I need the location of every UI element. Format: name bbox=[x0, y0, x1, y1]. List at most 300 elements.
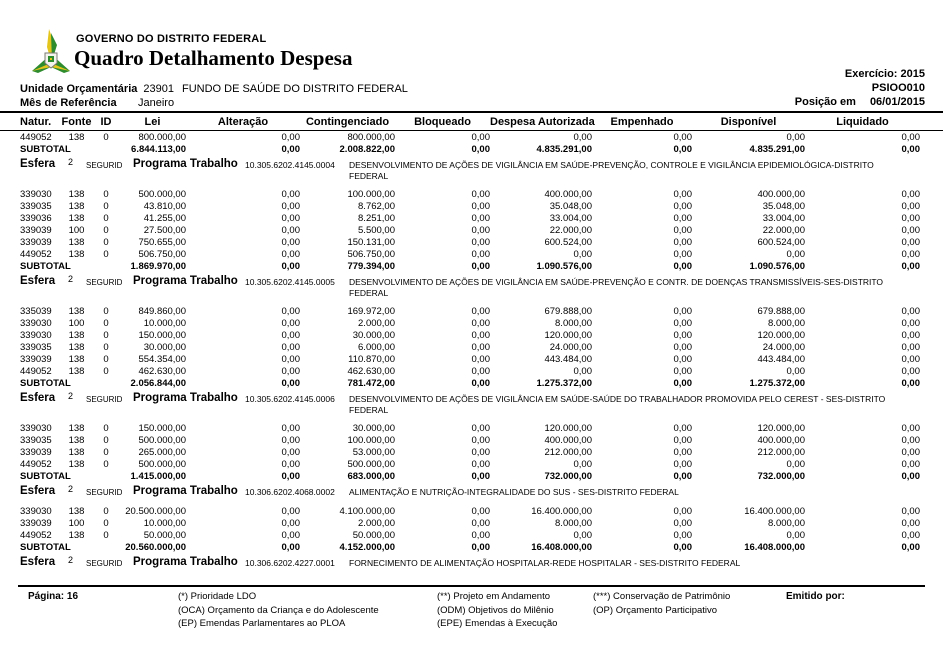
table-row bbox=[0, 213, 943, 225]
subtotal-value: 781.472,00 bbox=[347, 378, 395, 389]
cell-natur: 449052 bbox=[20, 459, 52, 470]
esfera-row bbox=[0, 158, 943, 181]
column-header-2: ID bbox=[100, 116, 112, 128]
subtotal-row bbox=[0, 542, 943, 554]
cell-fonte: 138 bbox=[68, 435, 85, 446]
cell-value: 0,00 bbox=[573, 529, 592, 541]
table-row bbox=[0, 330, 943, 342]
subtotal-value: 16.408.000,00 bbox=[531, 541, 592, 553]
cell-value: 0,00 bbox=[901, 225, 920, 236]
cell-value: 600.524,00 bbox=[757, 237, 805, 248]
cell-id: 0 bbox=[103, 447, 109, 458]
subtotal-value: 732.000,00 bbox=[757, 471, 805, 482]
cell-value: 0,00 bbox=[786, 459, 805, 470]
subtotal-value: 2.056.844,00 bbox=[130, 378, 186, 389]
column-header-6: Bloqueado bbox=[414, 116, 471, 128]
legend-item: (***) Conservação de Patrimônio bbox=[593, 591, 731, 602]
subtotal-value: 1.869.970,00 bbox=[130, 261, 186, 272]
subtotal-row bbox=[0, 378, 943, 390]
cell-value: 0,00 bbox=[281, 201, 300, 212]
cell-id: 0 bbox=[103, 330, 109, 341]
esfera-number: 2 bbox=[68, 484, 74, 494]
cell-value: 600.524,00 bbox=[544, 237, 592, 248]
esfera-number: 2 bbox=[68, 391, 74, 401]
cell-value: 0,00 bbox=[573, 459, 592, 470]
issued-by-label: Emitido por: bbox=[786, 591, 845, 602]
cell-id: 0 bbox=[103, 213, 109, 224]
table-row bbox=[0, 506, 943, 518]
cell-value: 400.000,00 bbox=[544, 435, 592, 446]
cell-value: 0,00 bbox=[281, 225, 300, 236]
cell-value: 30.000,00 bbox=[143, 342, 186, 353]
cell-natur: 339039 bbox=[20, 517, 52, 529]
cell-value: 35.048,00 bbox=[549, 201, 592, 212]
programa-trabalho-label: Programa Trabalho bbox=[133, 275, 238, 287]
cell-value: 0,00 bbox=[281, 249, 300, 260]
subtotal-value: 16.408.000,00 bbox=[744, 541, 805, 553]
programa-trabalho-label: Programa Trabalho bbox=[133, 392, 238, 404]
subtotal-value: 2.008.822,00 bbox=[339, 144, 395, 155]
legend-item: (OCA) Orçamento da Criança e do Adolescente bbox=[178, 604, 379, 616]
cell-value: 0,00 bbox=[281, 132, 300, 143]
cell-value: 0,00 bbox=[281, 366, 300, 377]
cell-value: 400.000,00 bbox=[757, 435, 805, 446]
esfera-regime: SEGURID bbox=[86, 488, 123, 497]
cell-value: 0,00 bbox=[786, 249, 805, 260]
cell-value: 0,00 bbox=[573, 249, 592, 260]
cell-value: 0,00 bbox=[673, 249, 692, 260]
cell-value: 0,00 bbox=[673, 459, 692, 470]
table-body bbox=[0, 132, 943, 568]
legend-item: (OP) Orçamento Participativo bbox=[593, 604, 718, 616]
cell-value: 4.100.000,00 bbox=[339, 505, 395, 517]
cell-value: 0,00 bbox=[673, 213, 692, 224]
cell-value: 500.000,00 bbox=[138, 459, 186, 470]
cell-natur: 449052 bbox=[20, 132, 52, 143]
cell-fonte: 138 bbox=[68, 249, 85, 260]
cell-value: 443.484,00 bbox=[757, 354, 805, 365]
subtotal-value: 1.090.576,00 bbox=[536, 261, 592, 272]
cell-value: 0,00 bbox=[901, 330, 920, 341]
cell-value: 8.000,00 bbox=[768, 318, 805, 329]
legend-column-2 bbox=[437, 590, 557, 631]
subtotal-row bbox=[0, 471, 943, 483]
cell-value: 0,00 bbox=[673, 189, 692, 200]
column-header-5: Contingenciado bbox=[305, 116, 390, 128]
cell-value: 0,00 bbox=[281, 213, 300, 224]
subtotal-value: 0,00 bbox=[673, 541, 692, 553]
cell-id: 0 bbox=[103, 435, 109, 446]
cell-id: 0 bbox=[103, 189, 109, 200]
cell-fonte: 138 bbox=[68, 354, 85, 365]
cell-value: 8.000,00 bbox=[555, 318, 592, 329]
reference-month-value: Janeiro bbox=[138, 97, 175, 109]
cell-natur: 339039 bbox=[20, 354, 52, 365]
programa-trabalho-description: ALIMENTAÇÃO E NUTRIÇÃO-INTEGRALIDADE DO SUS - SES-DISTRITO FEDERAL bbox=[349, 487, 679, 497]
cell-value: 0,00 bbox=[901, 189, 920, 200]
column-header-3: Lei bbox=[144, 116, 161, 128]
cell-value: 120.000,00 bbox=[757, 330, 805, 341]
footer-divider bbox=[18, 585, 925, 587]
subtotal-value: 20.560.000,00 bbox=[125, 541, 186, 553]
cell-fonte: 138 bbox=[68, 459, 85, 470]
cell-value: 0,00 bbox=[673, 423, 692, 434]
cell-value: 150.000,00 bbox=[138, 423, 186, 434]
cell-fonte: 138 bbox=[68, 529, 85, 541]
cell-fonte: 138 bbox=[68, 306, 85, 317]
cell-fonte: 138 bbox=[68, 330, 85, 341]
cell-value: 22.000,00 bbox=[549, 225, 592, 236]
cell-value: 0,00 bbox=[673, 366, 692, 377]
cell-fonte: 138 bbox=[68, 201, 85, 212]
programa-trabalho-code: 10.305.6202.4145.0004 bbox=[245, 160, 335, 170]
column-header-0: Natur. bbox=[20, 116, 52, 128]
table-row bbox=[0, 318, 943, 330]
cell-value: 500.000,00 bbox=[138, 189, 186, 200]
programa-trabalho-description: DESENVOLVIMENTO DE AÇÕES DE VIGILÂNCIA EM SAÚDE-PREVENÇÃO, CONTROLE E VIGILÂNCIA EPIDEMIOLÓGICA-DISTRITO FEDERAL bbox=[349, 160, 874, 181]
cell-value: 53.000,00 bbox=[352, 447, 395, 458]
legend-item: (**) Projeto em Andamento bbox=[437, 591, 551, 602]
cell-value: 0,00 bbox=[281, 342, 300, 353]
esfera-label: Esfera bbox=[20, 485, 56, 497]
cell-value: 0,00 bbox=[573, 132, 592, 143]
cell-value: 462.630,00 bbox=[138, 366, 186, 377]
column-header-row bbox=[0, 114, 943, 131]
cell-value: 0,00 bbox=[281, 189, 300, 200]
programa-trabalho-code: 10.306.6202.4227.0001 bbox=[245, 557, 335, 568]
cell-value: 0,00 bbox=[281, 529, 300, 541]
cell-value: 0,00 bbox=[471, 201, 490, 212]
cell-id: 0 bbox=[103, 132, 109, 143]
cell-value: 0,00 bbox=[901, 132, 920, 143]
table-row bbox=[0, 201, 943, 213]
cell-fonte: 138 bbox=[68, 132, 85, 143]
esfera-number: 2 bbox=[68, 274, 74, 284]
cell-value: 43.810,00 bbox=[143, 201, 186, 212]
cell-value: 0,00 bbox=[281, 423, 300, 434]
cell-value: 679.888,00 bbox=[757, 306, 805, 317]
cell-value: 0,00 bbox=[471, 249, 490, 260]
cell-fonte: 138 bbox=[68, 342, 85, 353]
subtotal-value: 0,00 bbox=[281, 261, 300, 272]
cell-value: 0,00 bbox=[901, 366, 920, 377]
cell-value: 30.000,00 bbox=[352, 423, 395, 434]
cell-value: 0,00 bbox=[471, 330, 490, 341]
table-row bbox=[0, 306, 943, 318]
subtotal-value: 0,00 bbox=[471, 144, 490, 155]
table-row bbox=[0, 423, 943, 435]
cell-value: 0,00 bbox=[673, 132, 692, 143]
cell-value: 35.048,00 bbox=[762, 201, 805, 212]
esfera-regime: SEGURID bbox=[86, 395, 123, 404]
gdf-crest-icon bbox=[30, 27, 72, 77]
programa-trabalho-description: DESENVOLVIMENTO DE AÇÕES DE VIGILÂNCIA EM SAÚDE-SAÚDE DO TRABALHADOR PROMOVIDA PELO CEREST - SES-DISTRITO FEDERAL bbox=[349, 394, 886, 415]
page-title: Quadro Detalhamento Despesa bbox=[74, 46, 353, 70]
table-row bbox=[0, 354, 943, 366]
cell-natur: 339030 bbox=[20, 505, 52, 517]
cell-value: 0,00 bbox=[471, 435, 490, 446]
cell-natur: 339030 bbox=[20, 330, 52, 341]
cell-value: 0,00 bbox=[471, 366, 490, 377]
cell-id: 0 bbox=[103, 342, 109, 353]
subtotal-value: 1.275.372,00 bbox=[536, 378, 592, 389]
cell-value: 0,00 bbox=[281, 447, 300, 458]
subtotal-value: 4.835.291,00 bbox=[536, 144, 592, 155]
table-row bbox=[0, 225, 943, 237]
subtotal-value: 0,00 bbox=[673, 378, 692, 389]
subtotal-label: SUBTOTAL bbox=[20, 144, 71, 155]
subtotal-value: 0,00 bbox=[901, 471, 920, 482]
subtotal-value: 732.000,00 bbox=[544, 471, 592, 482]
cell-value: 554.354,00 bbox=[138, 354, 186, 365]
cell-value: 0,00 bbox=[471, 459, 490, 470]
legend-column-3 bbox=[593, 590, 730, 617]
cell-natur: 339039 bbox=[20, 237, 52, 248]
column-header-4: Alteração bbox=[217, 116, 269, 128]
page-number-label: Página: bbox=[28, 591, 65, 602]
cell-natur: 339035 bbox=[20, 342, 52, 353]
cell-value: 22.000,00 bbox=[762, 225, 805, 236]
cell-value: 30.000,00 bbox=[352, 330, 395, 341]
table-row bbox=[0, 518, 943, 530]
cell-value: 506.750,00 bbox=[347, 249, 395, 260]
cell-id: 0 bbox=[103, 354, 109, 365]
cell-value: 212.000,00 bbox=[757, 447, 805, 458]
cell-natur: 335039 bbox=[20, 306, 52, 317]
cell-value: 0,00 bbox=[673, 447, 692, 458]
exercise-year: Exercício: 2015 bbox=[844, 68, 925, 80]
cell-value: 10.000,00 bbox=[143, 517, 186, 529]
esfera-number: 2 bbox=[68, 157, 74, 167]
subtotal-label: SUBTOTAL bbox=[20, 471, 71, 482]
cell-id: 0 bbox=[103, 225, 109, 236]
subtotal-value: 0,00 bbox=[673, 261, 692, 272]
column-header-1: Fonte bbox=[61, 116, 92, 128]
cell-value: 0,00 bbox=[901, 318, 920, 329]
subtotal-value: 1.275.372,00 bbox=[749, 378, 805, 389]
table-row bbox=[0, 435, 943, 447]
esfera-label: Esfera bbox=[20, 158, 56, 170]
cell-value: 100.000,00 bbox=[347, 435, 395, 446]
cell-value: 0,00 bbox=[471, 132, 490, 143]
cell-value: 0,00 bbox=[901, 529, 920, 541]
cell-value: 0,00 bbox=[471, 354, 490, 365]
cell-value: 0,00 bbox=[786, 529, 805, 541]
cell-value: 800.000,00 bbox=[138, 132, 186, 143]
column-header-8: Empenhado bbox=[610, 116, 674, 128]
cell-value: 0,00 bbox=[281, 354, 300, 365]
budget-unit-code: 23901 bbox=[143, 83, 174, 95]
cell-value: 0,00 bbox=[786, 132, 805, 143]
cell-value: 0,00 bbox=[901, 505, 920, 517]
cell-value: 8.000,00 bbox=[555, 517, 592, 529]
cell-value: 500.000,00 bbox=[138, 435, 186, 446]
subtotal-label: SUBTOTAL bbox=[20, 261, 71, 272]
subtotal-value: 0,00 bbox=[281, 541, 300, 553]
subtotal-value: 0,00 bbox=[471, 261, 490, 272]
cell-value: 41.255,00 bbox=[143, 213, 186, 224]
cell-value: 120.000,00 bbox=[544, 330, 592, 341]
programa-trabalho-label: Programa Trabalho bbox=[133, 555, 238, 568]
cell-natur: 449052 bbox=[20, 529, 52, 541]
table-row bbox=[0, 249, 943, 261]
cell-id: 0 bbox=[103, 201, 109, 212]
cell-value: 0,00 bbox=[471, 306, 490, 317]
position-label: Posição em bbox=[794, 96, 856, 108]
cell-value: 0,00 bbox=[281, 517, 300, 529]
cell-value: 2.000,00 bbox=[358, 517, 395, 529]
cell-value: 443.484,00 bbox=[544, 354, 592, 365]
esfera-label: Esfera bbox=[20, 392, 56, 404]
cell-value: 50.000,00 bbox=[143, 529, 186, 541]
subtotal-value: 779.394,00 bbox=[347, 261, 395, 272]
esfera-regime: SEGURID bbox=[86, 161, 123, 170]
cell-value: 0,00 bbox=[673, 318, 692, 329]
cell-value: 0,00 bbox=[673, 237, 692, 248]
subtotal-label: SUBTOTAL bbox=[20, 541, 71, 553]
cell-natur: 339035 bbox=[20, 201, 52, 212]
cell-value: 0,00 bbox=[281, 435, 300, 446]
cell-value: 0,00 bbox=[901, 354, 920, 365]
cell-value: 16.400.000,00 bbox=[744, 505, 805, 517]
subtotal-value: 0,00 bbox=[901, 378, 920, 389]
cell-value: 33.004,00 bbox=[549, 213, 592, 224]
cell-value: 27.500,00 bbox=[143, 225, 186, 236]
legend-item: (*) Prioridade LDO bbox=[178, 591, 257, 602]
cell-value: 849.860,00 bbox=[138, 306, 186, 317]
cell-id: 0 bbox=[103, 237, 109, 248]
programa-trabalho-code: 10.305.6202.4145.0006 bbox=[245, 394, 335, 404]
cell-fonte: 100 bbox=[68, 517, 85, 529]
subtotal-label: SUBTOTAL bbox=[20, 378, 71, 389]
table-row bbox=[0, 459, 943, 471]
org-name: GOVERNO DO DISTRITO FEDERAL bbox=[76, 33, 267, 45]
reference-month-label: Mês de Referência bbox=[20, 97, 117, 109]
cell-value: 0,00 bbox=[281, 306, 300, 317]
cell-value: 0,00 bbox=[901, 435, 920, 446]
esfera-regime: SEGURID bbox=[86, 558, 123, 568]
table-row bbox=[0, 237, 943, 249]
cell-value: 0,00 bbox=[573, 366, 592, 377]
subtotal-value: 0,00 bbox=[673, 144, 692, 155]
cell-value: 800.000,00 bbox=[347, 132, 395, 143]
table-row bbox=[0, 447, 943, 459]
cell-value: 169.972,00 bbox=[347, 306, 395, 317]
esfera-row bbox=[0, 556, 943, 569]
cell-natur: 339039 bbox=[20, 447, 52, 458]
cell-value: 0,00 bbox=[471, 318, 490, 329]
cell-value: 400.000,00 bbox=[544, 189, 592, 200]
cell-id: 0 bbox=[103, 423, 109, 434]
cell-natur: 339036 bbox=[20, 213, 52, 224]
subtotal-value: 0,00 bbox=[281, 144, 300, 155]
cell-value: 8.251,00 bbox=[358, 213, 395, 224]
cell-value: 5.500,00 bbox=[358, 225, 395, 236]
column-header-9: Disponível bbox=[720, 116, 777, 128]
legend-item: (EP) Emendas Parlamentares ao PLOA bbox=[178, 618, 346, 629]
cell-value: 0,00 bbox=[471, 517, 490, 529]
cell-value: 110.870,00 bbox=[348, 354, 395, 365]
budget-unit-name: FUNDO DE SAÚDE DO DISTRITO FEDERAL bbox=[181, 83, 408, 95]
cell-value: 0,00 bbox=[901, 447, 920, 458]
cell-value: 500.000,00 bbox=[347, 459, 395, 470]
cell-value: 120.000,00 bbox=[757, 423, 805, 434]
subtotal-value: 0,00 bbox=[901, 261, 920, 272]
cell-id: 0 bbox=[103, 517, 109, 529]
cell-natur: 339030 bbox=[20, 423, 52, 434]
cell-value: 6.000,00 bbox=[358, 342, 395, 353]
subtotal-value: 0,00 bbox=[281, 378, 300, 389]
cell-value: 0,00 bbox=[471, 213, 490, 224]
cell-value: 0,00 bbox=[673, 517, 692, 529]
cell-value: 0,00 bbox=[673, 201, 692, 212]
cell-natur: 339039 bbox=[20, 225, 52, 236]
cell-value: 506.750,00 bbox=[138, 249, 186, 260]
cell-value: 0,00 bbox=[281, 330, 300, 341]
cell-value: 0,00 bbox=[281, 505, 300, 517]
esfera-row bbox=[0, 485, 943, 498]
cell-fonte: 138 bbox=[68, 213, 85, 224]
cell-value: 0,00 bbox=[673, 306, 692, 317]
cell-value: 0,00 bbox=[673, 225, 692, 236]
cell-id: 0 bbox=[103, 366, 109, 377]
cell-value: 0,00 bbox=[901, 306, 920, 317]
subtotal-value: 0,00 bbox=[281, 471, 300, 482]
cell-value: 0,00 bbox=[786, 366, 805, 377]
subtotal-value: 0,00 bbox=[471, 471, 490, 482]
cell-value: 33.004,00 bbox=[762, 213, 805, 224]
cell-value: 100.000,00 bbox=[347, 189, 395, 200]
cell-id: 0 bbox=[103, 249, 109, 260]
cell-value: 679.888,00 bbox=[544, 306, 592, 317]
programa-trabalho-description: DESENVOLVIMENTO DE AÇÕES DE VIGILÂNCIA EM SAÚDE-PREVENÇÃO E CONTR. DE DOENÇAS TRANSMISSÍVEIS-SES-DISTRITO FEDERAL bbox=[349, 277, 884, 298]
cell-fonte: 138 bbox=[68, 505, 85, 517]
cell-value: 8.000,00 bbox=[768, 517, 805, 529]
table-row bbox=[0, 342, 943, 354]
table-row bbox=[0, 530, 943, 542]
cell-value: 0,00 bbox=[673, 505, 692, 517]
cell-value: 0,00 bbox=[471, 342, 490, 353]
subtotal-value: 0,00 bbox=[673, 471, 692, 482]
legend-item: (ODM) Objetivos do Milênio bbox=[437, 604, 554, 616]
legend-column-1 bbox=[178, 590, 379, 631]
cell-value: 0,00 bbox=[901, 237, 920, 248]
subtotal-row bbox=[0, 144, 943, 156]
cell-value: 0,00 bbox=[471, 447, 490, 458]
cell-value: 0,00 bbox=[281, 459, 300, 470]
subtotal-value: 4.835.291,00 bbox=[749, 144, 805, 155]
programa-trabalho-label: Programa Trabalho bbox=[133, 485, 238, 497]
cell-value: 8.762,00 bbox=[358, 201, 395, 212]
esfera-regime: SEGURID bbox=[86, 278, 123, 287]
budget-unit-line bbox=[20, 83, 408, 95]
cell-value: 0,00 bbox=[281, 237, 300, 248]
cell-fonte: 138 bbox=[68, 237, 85, 248]
cell-value: 0,00 bbox=[901, 517, 920, 529]
cell-value: 0,00 bbox=[471, 225, 490, 236]
cell-value: 265.000,00 bbox=[138, 447, 186, 458]
cell-value: 0,00 bbox=[471, 529, 490, 541]
cell-value: 20.500.000,00 bbox=[125, 505, 186, 517]
cell-fonte: 138 bbox=[68, 423, 85, 434]
cell-value: 0,00 bbox=[471, 423, 490, 434]
cell-value: 750.655,00 bbox=[138, 237, 186, 248]
subtotal-value: 6.844.113,00 bbox=[131, 144, 186, 155]
programa-trabalho-description: FORNECIMENTO DE ALIMENTAÇÃO HOSPITALAR-REDE HOSPITALAR - SES-DISTRITO FEDERAL bbox=[349, 557, 741, 568]
cell-natur: 449052 bbox=[20, 366, 52, 377]
cell-id: 0 bbox=[103, 529, 109, 541]
cell-value: 10.000,00 bbox=[143, 318, 186, 329]
